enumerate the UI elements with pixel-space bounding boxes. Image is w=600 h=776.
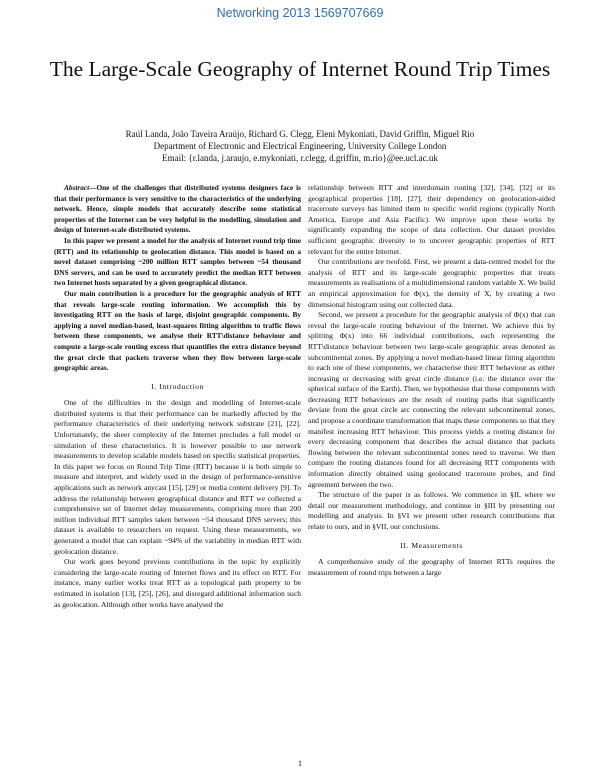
abstract	[54, 183, 301, 374]
author-block	[40, 128, 560, 164]
second-contribution-paragraph: Second, we present a procedure for the geographic analysis of Φ(x) that can reveal the large-scale routing behaviour of the Internet. We achieve this by splitting Φ(x) into 66 individual contributions, each representing the RTT\distance behaviour between two large-scale geographic areas denoted as subcontinental zones. By applying a novel median-based linear fitting algorithm to each one of these components, we characterise their RTT behaviour as either increasing or decreasing with great circle distance (i.e. the distance over the spherical surface of the Earth). Then, we hypothesise that those components with decreasing RTT behaviours are the result of routing paths that significantly deviate from the great circle arc connecting the relevant subcontinental zones, and propose a coordinate transformation that maps these components so that they manifest increasing RTT behaviour. This process yields a routing distance for every decreasing component that describes the actual distance that packets flowing between the relevant subcontinental zones need to traverse. We then compare the routing distances found for all decreasing RTT components with information directly obtained using geolocated traceroute probes, and find agreement between the two.	[308, 310, 555, 489]
left-column	[54, 183, 301, 610]
paper-title: The Large-Scale Geography of Internet Round Trip Times	[49, 57, 551, 81]
abstract-paragraph-1	[54, 183, 301, 236]
abstract-paragraph-2: In this paper we present a model for the analysis of Internet round trip time (RTT) and its relationship to geolocation distance. This model is based on a novel dataset comprising ~200 million RTT samples between ~54 thousand DNS servers, and can be used to accurately predict the median RTT between two Internet hosts separated by a given geographical distance.	[54, 235, 301, 288]
structure-paragraph: The structure of the paper is as follows. We commence in §II, where we detail our measurement methodology, and continue in §III by presenting our modelling and analysis. In §VI we present other research contributions that relate to ours, and in §VII, our conclusions.	[308, 490, 555, 531]
section-heading-measurements: II. Measurements	[400, 540, 463, 550]
contributions-paragraph: Our contributions are twofold. First, we present a data-centred model for the analysis of RTT and its large-scale geographic properties that treats measurements as realisations of a multidimensional random variable X. We build an empirical approximation for Φ(x), the density of X, by creating a two dimensional histogram using our collected data.	[308, 257, 555, 309]
abstract-text-1: —One of the challenges that distributed systems designers face is that their performance is very sensitive to the characteristics of the underlying network. Hence, simple models that accurately describe some statistical properties of the Internet can be very helpful in the modelling, simulation and design of Internet-scale distributed systems.	[54, 183, 301, 235]
abstract-label: Abstract	[64, 183, 90, 192]
author-names: Raúl Landa, João Taveira Araújo, Richard G. Clegg, Eleni Mykoniati, David Griffin, Miguel Rio	[125, 129, 475, 139]
section-heading-introduction: I. Introduction	[151, 381, 204, 391]
author-affiliation: Department of Electronic and Electrical Engineering, University College London	[153, 141, 447, 151]
page-number: 1	[297, 758, 303, 768]
abstract-paragraph-3: Our main contribution is a procedure for the geographic analysis of RTT that reveals large-scale routing information. We accomplish this by investigating RTT on the basis of large, disjoint geographic components. By applying a novel median-based, least-squares fitting algorithm to traffic flows between these components, we analyse their RTT\distance behaviour and compute a large-scale routing excess that quantifies the extra distance beyond the great circle that packets traverse when they flow between large-scale geographic areas.	[54, 288, 301, 373]
right-paragraph-1: relationship between RTT and interdomain routing [32], [34], [32] or its geographical properties [18], [27], their dependency on geolocation-aided traceroute surveys has limited them to specific world regions (typically North America, Europe and Asia Pacific). We improve upon these works by significantly expanding the scope of data collection. Our dataset provides sufficient geographic diversity to to uncover geographic properties of RTT relevant for the entire Internet.	[308, 183, 555, 256]
author-email: Email: {r.landa, j.araujo, e.mykoniati, r.clegg, d.griffin, m.rio}@ee.ucl.ac.uk	[162, 153, 438, 163]
intro-paragraph-1: One of the difficulties in the design and modelling of Internet-scale distributed systems is that their performance can be markedly affected by the performance characteristics of their underlying network substrate [21], [22]. Unfortunately, the sheer complexity of the Internet precludes a full model or simulation of these characteristics. It is however possible to use network measurements to develop scalable models based on specific statistical properties. In this paper we focus on Round Trip Time (RTT) because it is both simple to measure and interpret, and widely used in the design of performance-sensitive applications such as network anycast [15], [29] or media content delivery [9]. To address the relationship between geographical distance and RTT we collected a comprehensive set of Internet delay measurements, comprising more than 200 million individual RTT samples taken between ~54 thousand DNS servers; this dataset is available to researchers on request. Using these measurements, we generated a model that can explain ~94% of the variability in median RTT with geolocation distance.	[54, 398, 301, 556]
intro-paragraph-2: Our work goes beyond previous contributions in the topic by explicitly considering the large-scale routing of Internet flows and its effect on RTT. For instance, many earlier works treat RTT as a topological path property to be estimated in isolation [13], [25], [26], and disregard additional information such as geolocation. Although other works have analysed the	[54, 557, 301, 609]
conference-header: Networking 2013 1569707669	[216, 6, 384, 20]
measurements-paragraph: A comprehensive study of the geography of Internet RTTs requires the measurement of round trips between a large	[308, 557, 555, 577]
right-column	[308, 183, 555, 578]
